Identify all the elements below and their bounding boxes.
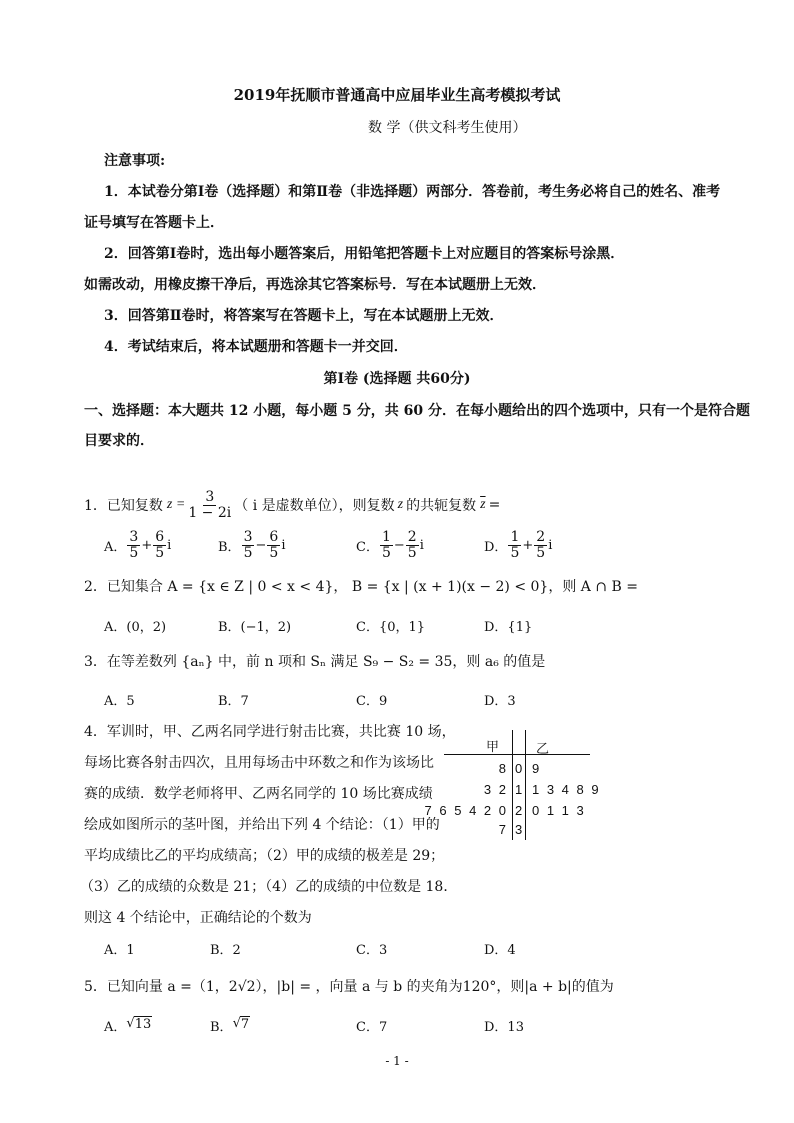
stem-leaf-divider-left [512,730,513,840]
q1-zbar: $\overline{z}$ [480,497,486,513]
part1-instructions-b: 目要求的． [84,433,154,449]
stem-leaf-row-0-stem: 0 [515,761,525,776]
stem-leaf-row-1-left: 3 2 [483,782,508,797]
page-number: - 1 - [385,1054,409,1068]
q2-option-d: D．{1} [484,620,533,635]
q1-option-c-label: C． [356,539,379,555]
q1-d-frac2 [534,530,547,560]
stem-leaf-row-3-left: 7 [498,822,508,837]
q1-d-frac1 [508,530,521,560]
q1-a-n1: 3 [129,529,139,545]
notice-item-2a: 2．回答第Ⅰ卷时，选出每小题答案后，用铅笔把答题卡上对应题目的答案标号涂黑． [104,246,625,262]
exam-subtitle: 数 学（供文科考生使用） [368,120,527,136]
radical-icon: √ [232,1016,241,1031]
q3-option-c: C．9 [356,694,388,709]
exam-title: 2019年抚顺市普通高中应届毕业生高考模拟考试 [233,86,561,104]
radical-icon: √ [126,1016,135,1031]
question-3: 3．在等差数列 {aₙ} 中，前 n 项和 Sₙ 满足 S₉ − S₂ = 35，则 a₆ 的值是 [84,654,546,670]
q1-z: z = [166,497,186,513]
q1-c-n2: 2 [407,529,417,545]
stem-leaf-row-2-right: 0 1 1 3 [532,803,586,818]
question-4-line-4: 绘成如图所示的茎叶图，并给出下列 4 个结论：（1）甲的 [84,817,440,833]
q1-b-d1: 5 [243,544,253,561]
stem-leaf-header-line [444,754,590,755]
q4-option-c: C．3 [356,943,388,958]
q1-b-frac2 [267,530,280,560]
q2-option-c: C．{0，1} [356,620,426,635]
q1-option-d-label: D． [484,539,508,555]
notice-item-3: 3．回答第Ⅱ卷时，将答案写在答题卡上，写在本试题册上无效． [104,308,504,324]
q1-a-d2: 5 [155,544,165,561]
notice-item-1b: 证号填写在答题卡上． [84,215,224,231]
q5-option-b [210,1016,250,1035]
question-2: 2．已知集合 A = {x ∈ Z | 0 < x < 4}， B = {x | (x + 1)(x − 2) < 0}，则 A ∩ B = [84,579,638,595]
q1-d-n1: 1 [510,529,520,545]
q1-b-frac1 [242,530,255,560]
q1-d-n2: 2 [536,529,546,545]
q1-c-i: i [419,537,424,553]
q1-b-i: i [281,537,286,553]
q1-a-n2: 6 [155,529,165,545]
stem-leaf-row-1-right: 1 3 4 8 9 [532,782,601,797]
question-1 [84,490,500,520]
q1-d-i: i [548,537,553,553]
stem-leaf-plot [424,730,601,840]
q2-option-b: B．(−1，2) [218,620,292,635]
q1-prefix: 1．已知复数 [84,498,163,515]
notice-heading: 注意事项: [104,153,166,169]
stem-leaf-row-2-stem: 2 [515,803,525,818]
question-5: 5．已知向量 a =（1，2√2），|b| = ，向量 a 与 b 的夹角为120°，则|a + b|的值为 [84,979,614,995]
q5-option-d: D．13 [484,1020,524,1035]
q1-b-d2: 5 [269,544,279,561]
q1-a-frac2 [153,530,166,560]
q1-b-n1: 3 [243,529,253,545]
q1-option-a [104,530,171,560]
part1-heading: 第Ⅰ卷 (选择题 共60分) [323,371,471,387]
q1-b-op: − [255,537,267,553]
notice-item-2b: 如需改动，用橡皮擦干净后，再选涂其它答案标号．写在本试题册上无效． [84,277,546,293]
q5-a-radicand: 13 [134,1017,152,1032]
q1-fraction [186,490,233,520]
question-4-line-3: 赛的成绩．数学老师将甲、乙两名同学的 10 场比赛成绩 [84,786,433,802]
q4-option-d: D．4 [484,943,516,958]
q4-option-a: A．1 [104,943,135,958]
stem-leaf-row-0-right: 9 [532,761,542,776]
notice-item-4: 4．考试结束后，将本试题册和答题卡一并交回． [104,339,408,355]
q1-c-d1: 5 [381,544,391,561]
question-4-line-2: 每场比赛各射击四次，且用每场击中环数之和作为该场比 [84,755,434,771]
q1-a-frac1 [127,530,140,560]
q1-mid: （ i 是虚数单位），则复数 [234,498,395,515]
q5-option-a [104,1016,152,1035]
q1-d-op: + [522,537,534,553]
q1-option-b-label: B． [218,539,241,555]
q5-a-sqrt [126,1016,152,1032]
q1-option-a-label: A． [104,539,127,555]
q1-numerator: 3 [205,489,215,505]
q1-denominator: 1 − 2i [188,504,232,521]
question-4-line-5: 平均成绩比乙的平均成绩高；（2）甲的成绩的极差是 29； [84,848,445,864]
q1-option-c [356,530,424,560]
q5-b-radicand: 7 [240,1017,250,1032]
q1-a-d1: 5 [129,544,139,561]
q1-z2: z [397,497,404,513]
q1-c-n1: 1 [381,529,391,545]
q1-c-frac2 [406,530,419,560]
q3-option-a: A．5 [104,694,135,709]
q1-a-i: i [167,537,172,553]
notice-item-1a: 1．本试卷分第Ⅰ卷（选择题）和第Ⅱ卷（非选择题）两部分．答卷前，考生务必将自己的姓名、准考 [104,184,721,200]
q1-d-d1: 5 [510,544,520,561]
q2-option-a: A．(0，2) [104,620,167,635]
part1-instructions-a: 一、选择题：本大题共 12 小题，每小题 5 分，共 60 分．在每小题给出的四个选项中，只有一个是符合题 [84,403,750,419]
q1-a-op: + [141,537,153,553]
q1-option-b [218,530,285,560]
q1-d-d2: 5 [536,544,546,561]
question-4-line-1: 4．军训时，甲、乙两名同学进行射击比赛，共比赛 10 场， [84,724,456,740]
q1-option-d [484,530,552,560]
q1-c-d2: 5 [407,544,417,561]
stem-leaf-row-0-left: 8 [498,761,508,776]
question-4-line-6: （3）乙的成绩的众数是 21；（4）乙的成绩的中位数是 18． [80,879,458,895]
q3-option-d: D．3 [484,694,516,709]
q1-suffix: 的共轭复数 [406,498,477,515]
q1-eq: = [488,497,501,514]
stem-leaf-right-header: 乙 [536,741,552,756]
question-4-line-7: 则这 4 个结论中，正确结论的个数为 [84,910,312,926]
q5-b-sqrt [233,1016,251,1032]
q1-c-op: − [393,537,405,553]
stem-leaf-left-header: 甲 [486,739,502,754]
q1-c-frac1 [380,530,393,560]
stem-leaf-row-1-stem: 1 [515,782,525,797]
q4-option-b: B．2 [210,943,241,958]
stem-leaf-row-3-stem: 3 [515,822,525,837]
q5-option-c: C．7 [356,1020,388,1035]
stem-leaf-row-2-left: 7 6 5 4 2 0 [424,803,508,818]
q1-b-n2: 6 [269,529,279,545]
q3-option-b: B．7 [218,694,249,709]
stem-leaf-divider-right [525,730,526,840]
q5-option-a-label: A． [104,1020,127,1035]
q5-option-b-label: B． [210,1020,233,1035]
